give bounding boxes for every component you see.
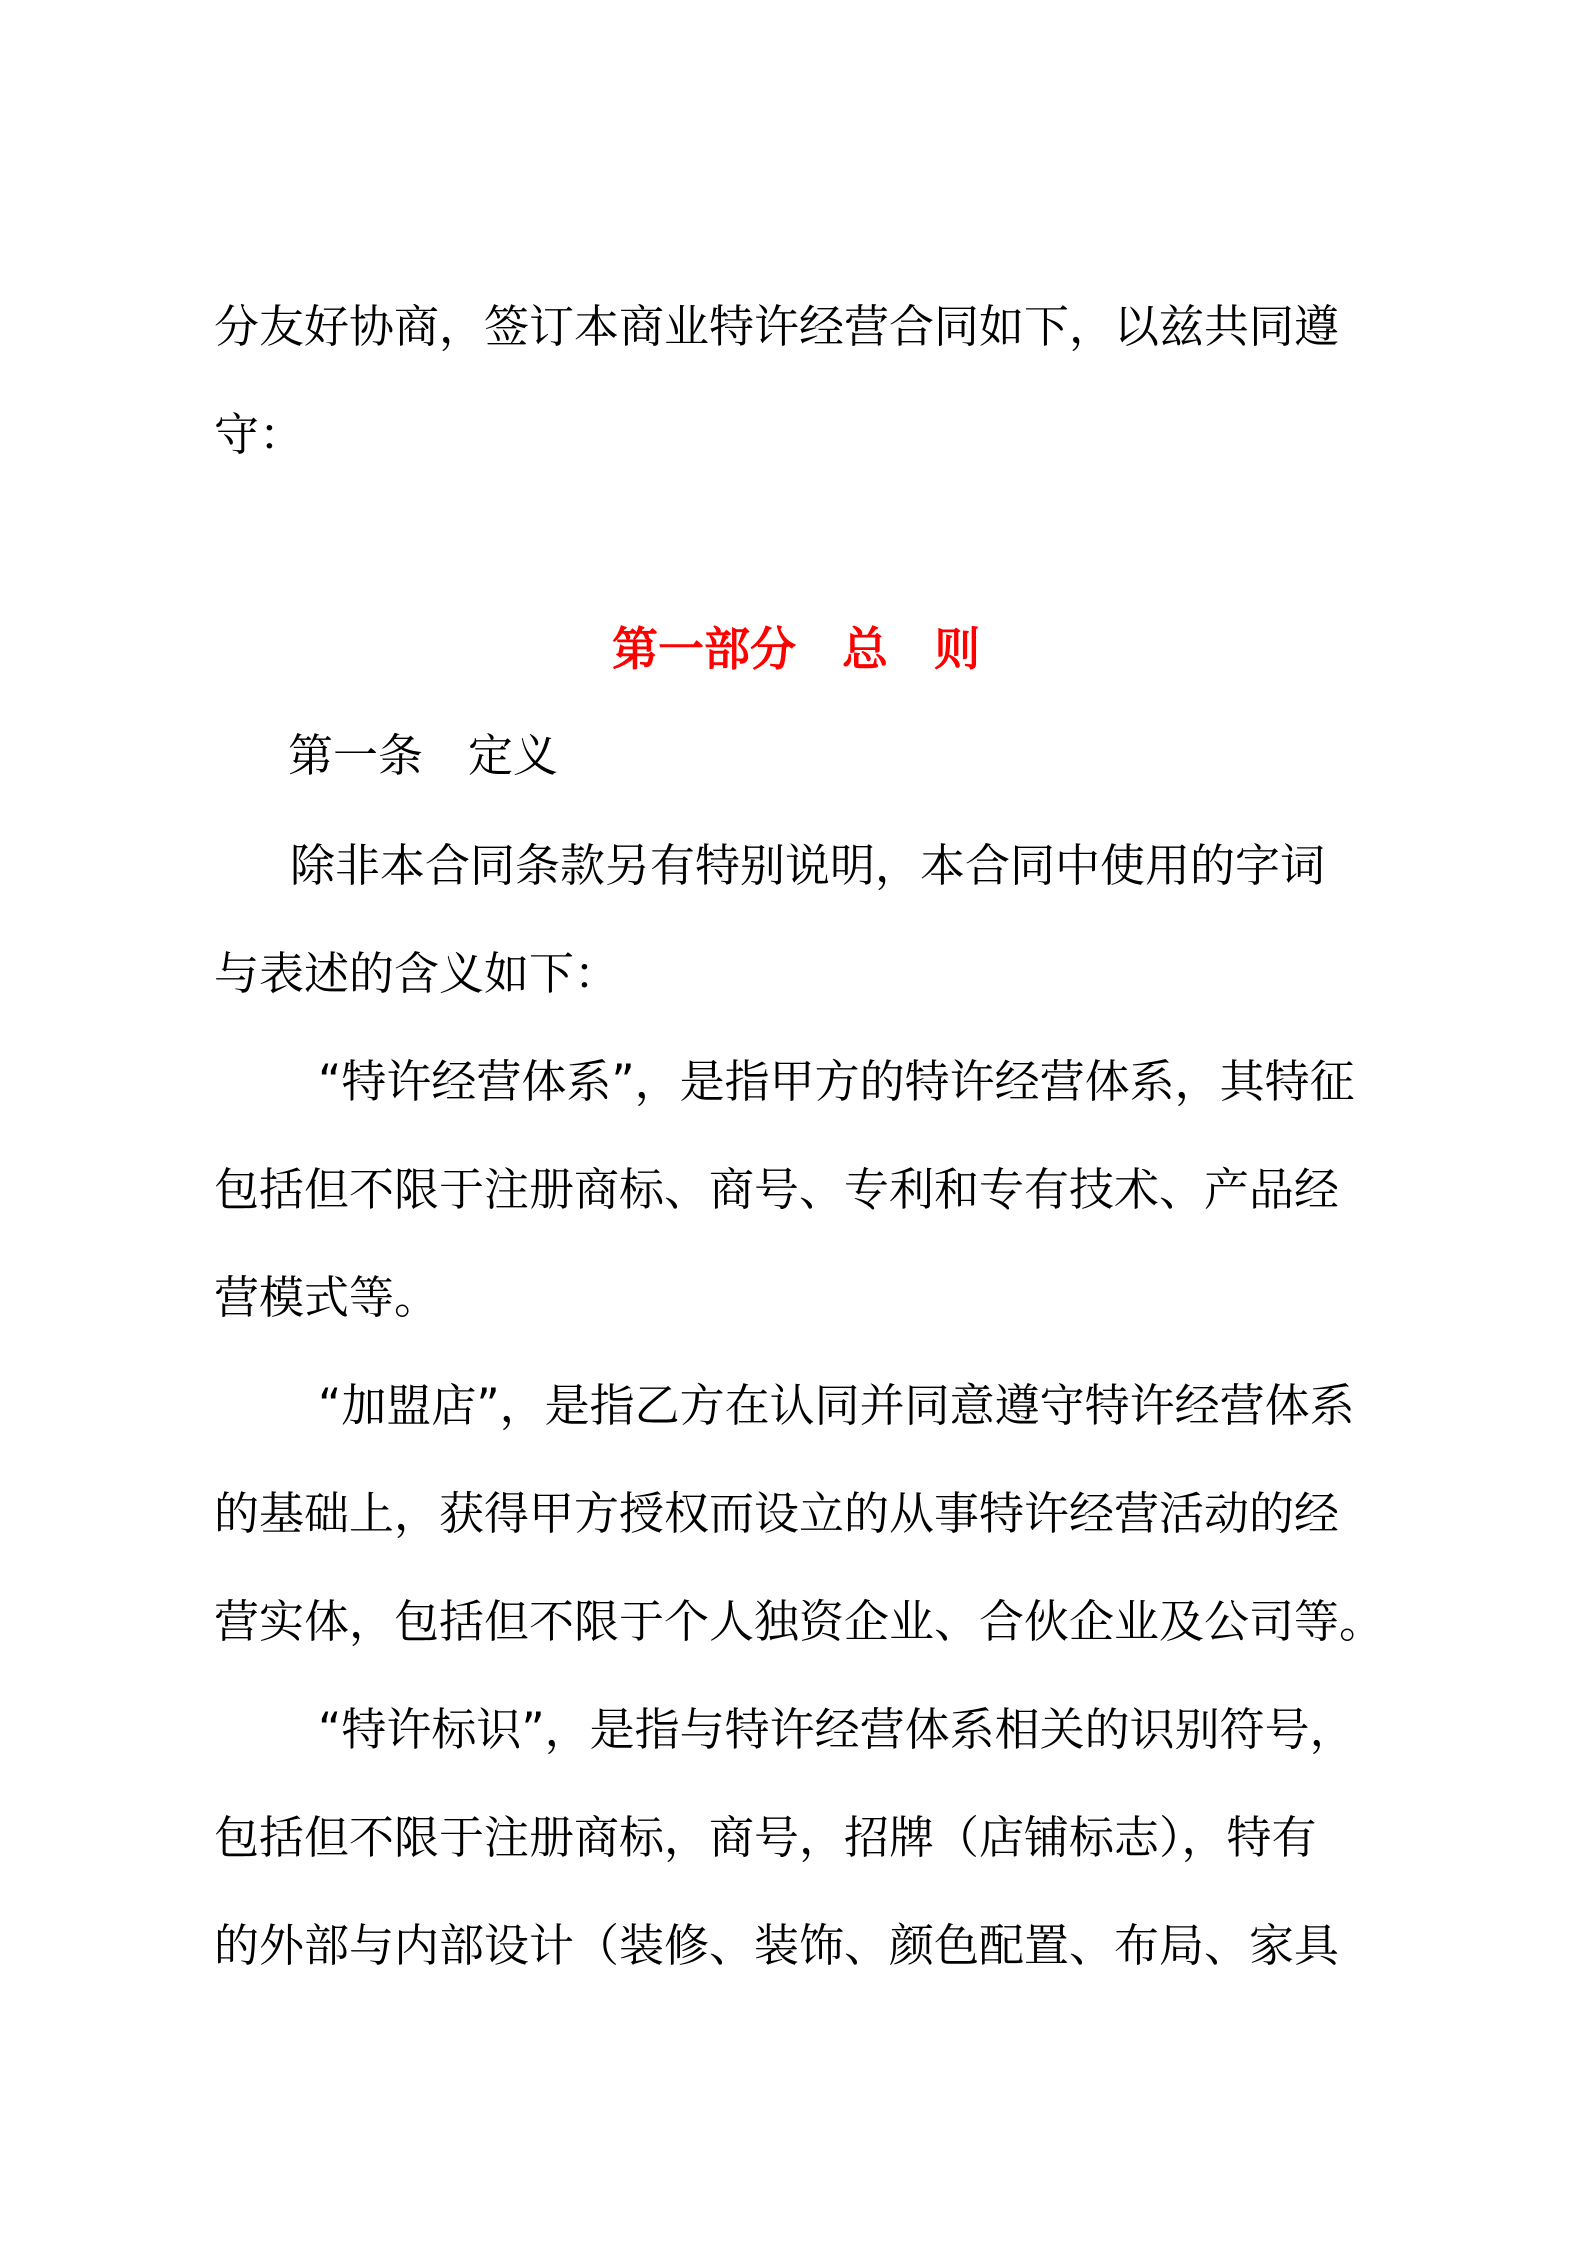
intro-line: 分友好协商，签订本商业特许经营合同如下，以兹共同遵 [214,300,1340,353]
paragraph-line: 的外部与内部设计（装修、装饰、颜色配置、布局、家具 [214,1919,1340,1972]
paragraph-line: “加盟店”，是指乙方在认同并同意遵守特许经营体系 [318,1379,1355,1432]
paragraph-line: 营模式等。 [214,1271,440,1324]
intro-line: 守： [214,408,305,461]
paragraph-line: “特许经营体系”，是指甲方的特许经营体系，其特征 [318,1055,1355,1108]
paragraph-line: 与表述的含义如下： [214,947,620,1000]
paragraph-line: 除非本合同条款另有特别说明，本合同中使用的字词 [290,839,1326,892]
paragraph-line: 的基础上，获得甲方授权而设立的从事特许经营活动的经 [214,1487,1340,1540]
paragraph-line: 营实体，包括但不限于个人独资企业、合伙企业及公司等。 [214,1595,1385,1648]
paragraph-line: 包括但不限于注册商标、商号、专利和专有技术、产品经 [214,1163,1340,1216]
section-heading: 第一部分 总 则 [612,622,980,676]
paragraph-line: 包括但不限于注册商标，商号，招牌（店铺标志），特有 [214,1811,1317,1864]
paragraph-line: “特许标识”，是指与特许经营体系相关的识别符号， [318,1703,1355,1756]
article-title: 第一条 定义 [288,729,559,782]
